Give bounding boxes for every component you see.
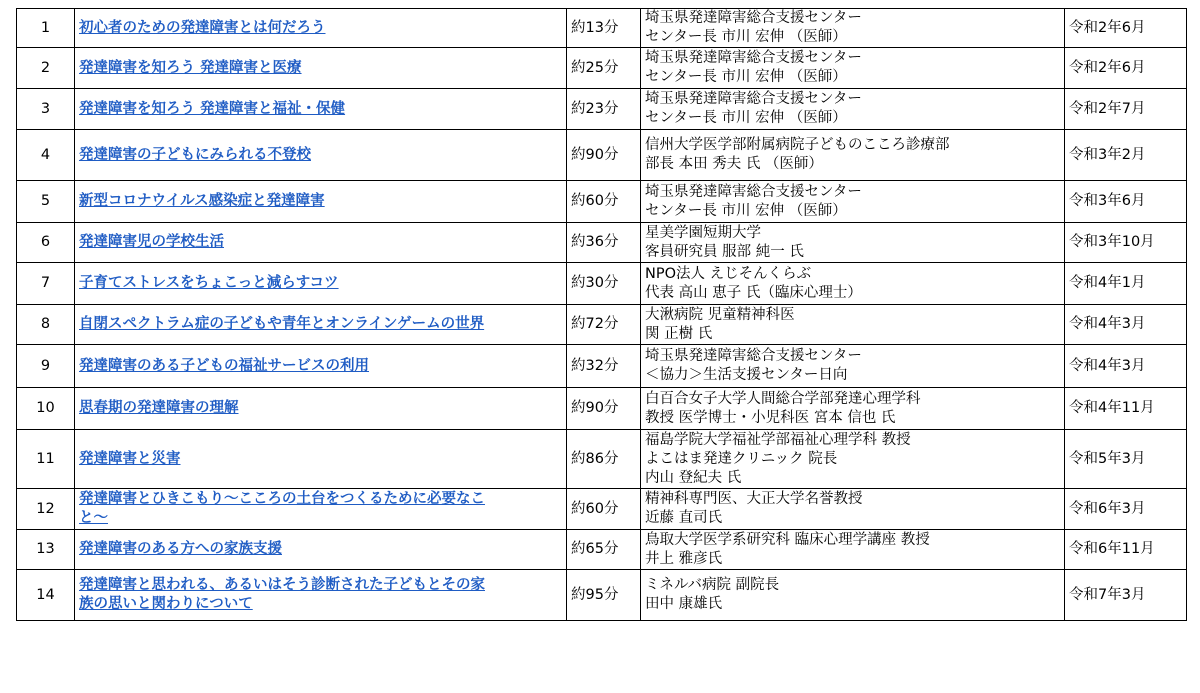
duration-cell: 約90分 (567, 130, 641, 181)
lecturer-line: NPO法人 えじそんくらぶ (645, 265, 812, 282)
duration-cell: 約60分 (567, 181, 641, 223)
row-number: 9 (17, 345, 75, 388)
lecturer-line: 埼玉県発達障害総合支援センター (645, 183, 862, 200)
date-cell: 令和7年3月 (1065, 570, 1187, 621)
date-cell: 令和6年3月 (1065, 489, 1187, 530)
lecturer-line: 近藤 直司氏 (645, 510, 723, 526)
title-cell (75, 345, 567, 388)
lecturer-line: 鳥取大学医学系研究科 臨床心理学講座 教授 (645, 531, 930, 548)
duration-cell: 約32分 (567, 345, 641, 388)
lecture-title-link[interactable]: 自閉スペクトラム症の子どもや青年とオンラインゲームの世界 (79, 316, 485, 332)
date-cell: 令和5年3月 (1065, 430, 1187, 489)
lecturer-cell (641, 9, 1065, 48)
table-row (17, 130, 1187, 181)
lecturer-line: 大湫病院 児童精神科医 (645, 306, 795, 323)
title-cell (75, 388, 567, 430)
table-row (17, 388, 1187, 430)
lecturer-cell (641, 570, 1065, 621)
title-cell (75, 530, 567, 570)
lecturer-cell (641, 530, 1065, 570)
table-row (17, 430, 1187, 489)
lecturer-line: 福島学院大学福祉学部福祉心理学科 教授 (645, 431, 911, 448)
row-number: 8 (17, 305, 75, 345)
lecturer-cell (641, 305, 1065, 345)
lecture-title-link[interactable]: 発達障害と災害 (79, 450, 181, 467)
title-cell (75, 223, 567, 263)
date-cell: 令和3年2月 (1065, 130, 1187, 181)
lecturer-cell (641, 489, 1065, 530)
date-cell: 令和2年7月 (1065, 89, 1187, 130)
row-number: 7 (17, 263, 75, 305)
duration-cell: 約23分 (567, 89, 641, 130)
lecturer-line: 信州大学医学部附属病院子どものこころ診療部 (645, 137, 950, 153)
title-cell (75, 263, 567, 305)
lecturer-line: 白百合女子大学人間総合学部発達心理学科 (645, 390, 921, 407)
row-number: 13 (17, 530, 75, 570)
lecturer-line: 埼玉県発達障害総合支援センター (645, 91, 862, 107)
table-row (17, 570, 1187, 621)
lecturer-line: 埼玉県発達障害総合支援センター (645, 50, 862, 66)
date-cell: 令和4年3月 (1065, 345, 1187, 388)
lecture-table-body (17, 9, 1187, 621)
lecture-title-link[interactable]: 発達障害のある子どもの福祉サービスの利用 (79, 357, 369, 374)
table-row (17, 305, 1187, 345)
title-cell (75, 181, 567, 223)
lecture-title-link[interactable]: 発達障害のある方への家族支援 (79, 541, 282, 557)
row-number: 12 (17, 489, 75, 530)
lecturer-line: 代表 高山 恵子 氏（臨床心理士） (645, 284, 862, 301)
lecturer-line: 関 正樹 氏 (645, 325, 713, 342)
lecturer-cell (641, 223, 1065, 263)
table-row (17, 48, 1187, 89)
lecturer-line: ＜協力＞生活支援センター日向 (645, 367, 848, 383)
lecturer-line: 埼玉県発達障害総合支援センター (645, 10, 862, 26)
lecturer-line: 星美学園短期大学 (645, 224, 761, 241)
row-number: 2 (17, 48, 75, 89)
lecture-title-link[interactable] (79, 490, 562, 528)
duration-cell: 約25分 (567, 48, 641, 89)
title-cell (75, 570, 567, 621)
row-number: 11 (17, 430, 75, 489)
date-cell: 令和2年6月 (1065, 48, 1187, 89)
duration-cell: 約95分 (567, 570, 641, 621)
lecturer-line: 部長 本田 秀夫 氏 （医師） (645, 156, 823, 172)
lecturer-line: 田中 康雄氏 (645, 596, 723, 612)
table-row (17, 181, 1187, 223)
lecture-title-line: 発達障害と思われる、あるいはそう診断された子どもとその家 (79, 577, 485, 593)
table-row (17, 530, 1187, 570)
lecturer-cell (641, 388, 1065, 430)
row-number: 14 (17, 570, 75, 621)
date-cell: 令和6年11月 (1065, 530, 1187, 570)
duration-cell: 約30分 (567, 263, 641, 305)
title-cell (75, 89, 567, 130)
lecturer-line: ミネルバ病院 副院長 (645, 577, 780, 593)
lecturer-line: 客員研究員 服部 純一 氏 (645, 243, 804, 260)
lecturer-cell (641, 89, 1065, 130)
table-row (17, 263, 1187, 305)
lecturer-line: 埼玉県発達障害総合支援センター (645, 348, 862, 364)
lecturer-line: センター長 市川 宏伸 （医師） (645, 69, 847, 85)
lecturer-line: 精神科専門医、大正大学名誉教授 (645, 491, 863, 507)
lecturer-cell (641, 181, 1065, 223)
lecture-title-link[interactable]: 発達障害を知ろう 発達障害と医療 (79, 59, 302, 76)
title-cell (75, 48, 567, 89)
row-number: 1 (17, 9, 75, 48)
lecturer-cell (641, 430, 1065, 489)
lecture-title-link[interactable]: 発達障害児の学校生活 (79, 234, 224, 250)
date-cell: 令和4年1月 (1065, 263, 1187, 305)
row-number: 3 (17, 89, 75, 130)
lecturer-line: よこはま発達クリニック 院長 (645, 450, 838, 467)
lecturer-line: 教授 医学博士・小児科医 宮本 信也 氏 (645, 409, 896, 426)
lecturer-line: センター長 市川 宏伸 （医師） (645, 110, 847, 126)
lecture-title-line: 族の思いと関わりについて (79, 596, 253, 612)
title-cell (75, 9, 567, 48)
lecture-title-link[interactable] (79, 576, 562, 614)
lecturer-line: センター長 市川 宏伸 （医師） (645, 29, 847, 45)
date-cell: 令和4年3月 (1065, 305, 1187, 345)
row-number: 5 (17, 181, 75, 223)
duration-cell: 約13分 (567, 9, 641, 48)
date-cell: 令和3年10月 (1065, 223, 1187, 263)
title-cell (75, 130, 567, 181)
lecturer-cell (641, 48, 1065, 89)
table-row (17, 489, 1187, 530)
lecturer-cell (641, 263, 1065, 305)
date-cell: 令和2年6月 (1065, 9, 1187, 48)
lecture-title-link[interactable]: 発達障害の子どもにみられる不登校 (79, 146, 311, 163)
lecture-title-link[interactable]: 子育てストレスをちょこっと減らすコツ (79, 275, 339, 291)
lecture-title-line: と～ (79, 510, 108, 526)
duration-cell: 約60分 (567, 489, 641, 530)
lecturer-cell (641, 345, 1065, 388)
lecture-title-line: 発達障害とひきこもり～こころの土台をつくるために必要なこ (79, 491, 485, 507)
duration-cell: 約65分 (567, 530, 641, 570)
duration-cell: 約86分 (567, 430, 641, 489)
lecturer-line: 内山 登紀夫 氏 (645, 469, 742, 486)
lecture-title-link[interactable]: 発達障害を知ろう 発達障害と福祉・保健 (79, 100, 346, 117)
row-number: 6 (17, 223, 75, 263)
row-number: 4 (17, 130, 75, 181)
title-cell (75, 489, 567, 530)
duration-cell: 約36分 (567, 223, 641, 263)
duration-cell: 約72分 (567, 305, 641, 345)
table-row (17, 223, 1187, 263)
lecture-title-link[interactable]: 思春期の発達障害の理解 (79, 400, 239, 416)
duration-cell: 約90分 (567, 388, 641, 430)
lecture-title-link[interactable]: 新型コロナウイルス感染症と発達障害 (79, 193, 325, 209)
lecturer-cell (641, 130, 1065, 181)
lecturer-line: センター長 市川 宏伸 （医師） (645, 202, 847, 219)
lecture-title-link[interactable]: 初心者のための発達障害とは何だろう (79, 19, 326, 36)
lecture-video-table (16, 8, 1187, 621)
row-number: 10 (17, 388, 75, 430)
title-cell (75, 305, 567, 345)
date-cell: 令和4年11月 (1065, 388, 1187, 430)
table-row (17, 345, 1187, 388)
table-row (17, 89, 1187, 130)
title-cell (75, 430, 567, 489)
lecturer-line: 井上 雅彦氏 (645, 550, 723, 567)
date-cell: 令和3年6月 (1065, 181, 1187, 223)
table-row (17, 9, 1187, 48)
